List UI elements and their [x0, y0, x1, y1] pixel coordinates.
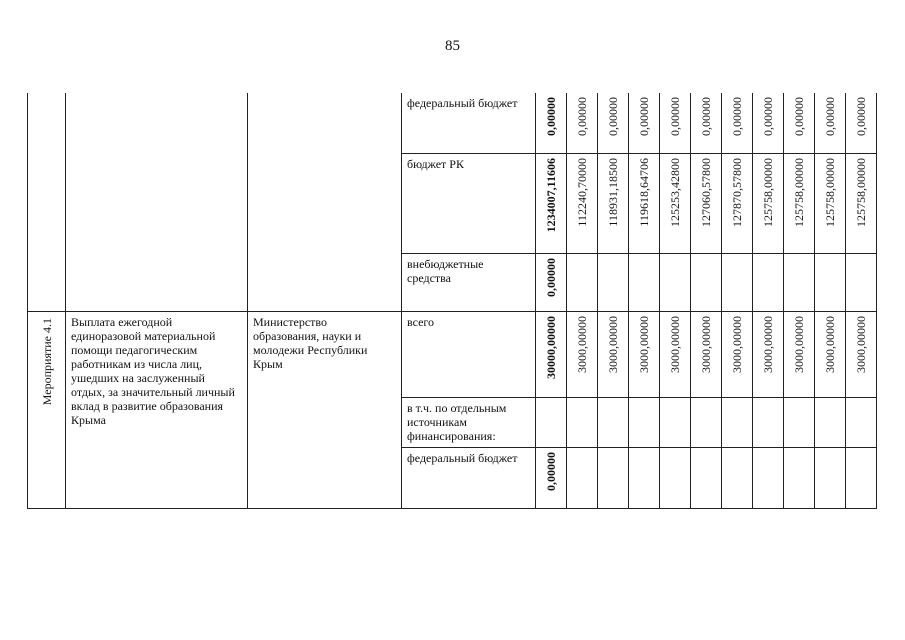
value-cell: 127870,57800: [730, 157, 744, 227]
value-cell: 0,00000: [854, 97, 868, 136]
value-cell: 3000,00000: [637, 315, 651, 373]
value-cell: 3000,00000: [792, 315, 806, 373]
value-cell: 0,00000: [668, 97, 682, 136]
value-cell: 3000,00000: [575, 315, 589, 373]
executor-cell: [248, 311, 402, 508]
value-cell: 125758,00000: [823, 157, 837, 227]
source-cell: федеральный бюджет: [402, 93, 536, 153]
source-cell: бюджет РК: [402, 153, 536, 253]
budget-table: [27, 93, 877, 509]
value-cell: 118931,18500: [606, 157, 620, 227]
source-cell: внебюджетные средства: [402, 253, 536, 311]
value-cell: 0,00000: [575, 97, 589, 136]
description-cell: [66, 311, 248, 508]
value-cell: 3000,00000: [668, 315, 682, 373]
value-cell: 1234007,11606: [544, 157, 558, 232]
page-number: 85: [445, 38, 460, 54]
measure-label: Мероприятие 4.1: [39, 317, 54, 405]
value-cell: 125253,42800: [668, 157, 682, 227]
value-cell: 0,00000: [699, 97, 713, 136]
table-row: [28, 93, 877, 153]
value-cell: 0,00000: [823, 97, 837, 136]
value-cell: 3000,00000: [823, 315, 837, 373]
description-cell-prev: [66, 93, 248, 311]
measure-description: Выплата ежегодной единоразовой материальной помощи педагогическим работникам из числа лиц, ушедших на заслуженный отдых, за значительный личный вклад в развитие образования Крыма: [71, 314, 235, 427]
value-cell: 0,00000: [761, 97, 775, 136]
executor-cell-prev: [248, 93, 402, 311]
value-cell: 0,00000: [544, 451, 558, 491]
value-cell: 119618,64706: [637, 157, 651, 227]
value-cell: 127060,57800: [699, 157, 713, 227]
value-cell: 0,00000: [606, 97, 620, 136]
value-cell: 3000,00000: [854, 315, 868, 373]
value-cell: 3000,00000: [730, 315, 744, 373]
table-row: [28, 311, 877, 397]
value-cell: 3000,00000: [699, 315, 713, 373]
value-cell: 3000,00000: [761, 315, 775, 373]
value-cell: 125758,00000: [792, 157, 806, 227]
value-cell: 0,00000: [730, 97, 744, 136]
value-cell: 30000,00000: [544, 315, 558, 379]
source-cell: в т.ч. по отдельным источникам финансирования:: [402, 397, 536, 447]
value-cell: 112240,70000: [575, 157, 589, 227]
source-cell: всего: [402, 311, 536, 397]
measure-cell: [28, 311, 66, 508]
value-cell: 125758,00000: [761, 157, 775, 227]
value-cell: 0,00000: [544, 257, 558, 297]
value-cell: 125758,00000: [854, 157, 868, 227]
value-cell: 0,00000: [637, 97, 651, 136]
value-cell: 3000,00000: [606, 315, 620, 373]
source-cell: федеральный бюджет: [402, 447, 536, 508]
value-cell: 0,00000: [792, 97, 806, 136]
value-cell: 0,00000: [544, 97, 558, 136]
measure-cell-prev: [28, 93, 66, 311]
measure-executor: Министерство образования, науки и молодежи Республики Крым: [253, 314, 368, 371]
